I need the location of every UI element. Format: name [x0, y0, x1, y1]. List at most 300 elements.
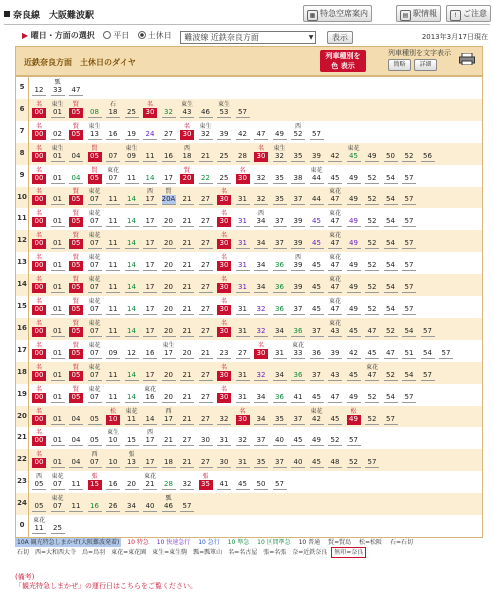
departure[interactable] — [32, 495, 46, 513]
departure[interactable] — [273, 364, 287, 382]
departure[interactable] — [32, 210, 46, 228]
departure[interactable] — [365, 276, 379, 294]
departure[interactable] — [310, 232, 324, 250]
departure[interactable] — [125, 473, 139, 491]
departure[interactable] — [180, 298, 194, 316]
departure[interactable] — [236, 101, 250, 119]
departure[interactable] — [365, 188, 379, 206]
departure[interactable] — [69, 386, 83, 404]
departure[interactable] — [291, 342, 305, 360]
color-display-toggle[interactable]: 列車種別を 色 表示 — [320, 50, 366, 72]
departure[interactable] — [162, 123, 176, 141]
departure[interactable] — [143, 429, 157, 447]
departure[interactable] — [51, 167, 65, 185]
departure[interactable] — [180, 429, 194, 447]
departure[interactable] — [125, 408, 139, 426]
detail-button[interactable]: 詳細 — [414, 59, 437, 71]
departure[interactable] — [106, 364, 120, 382]
departure[interactable] — [51, 123, 65, 141]
departure[interactable] — [291, 320, 305, 338]
departure[interactable] — [51, 188, 65, 206]
departure[interactable] — [310, 145, 324, 163]
departure[interactable] — [384, 167, 398, 185]
departure[interactable] — [310, 254, 324, 272]
departure[interactable] — [51, 210, 65, 228]
departure[interactable] — [273, 188, 287, 206]
departure[interactable] — [291, 408, 305, 426]
departure[interactable] — [217, 386, 231, 404]
departure[interactable] — [310, 342, 324, 360]
departure[interactable] — [217, 188, 231, 206]
departure[interactable] — [254, 451, 268, 469]
departure[interactable] — [254, 145, 268, 163]
departure[interactable] — [143, 188, 157, 206]
departure[interactable] — [384, 386, 398, 404]
departure[interactable] — [310, 408, 324, 426]
departure[interactable] — [273, 386, 287, 404]
departure[interactable] — [328, 451, 342, 469]
departure[interactable] — [254, 254, 268, 272]
departure[interactable] — [217, 451, 231, 469]
departure[interactable] — [217, 473, 231, 491]
departure[interactable] — [180, 232, 194, 250]
departure[interactable] — [69, 495, 83, 513]
departure[interactable] — [125, 386, 139, 404]
seat-availability-button[interactable]: ▦ 特急空席案内 — [303, 5, 372, 22]
departure[interactable] — [106, 101, 120, 119]
departure[interactable] — [217, 254, 231, 272]
departure[interactable] — [236, 386, 250, 404]
departure[interactable] — [162, 232, 176, 250]
departure[interactable] — [106, 320, 120, 338]
departure[interactable] — [32, 232, 46, 250]
departure[interactable] — [291, 298, 305, 316]
departure[interactable] — [69, 123, 83, 141]
departure[interactable] — [88, 364, 102, 382]
departure[interactable] — [106, 495, 120, 513]
departure[interactable] — [88, 232, 102, 250]
departure[interactable] — [180, 276, 194, 294]
departure[interactable] — [69, 254, 83, 272]
departure[interactable] — [365, 451, 379, 469]
departure[interactable] — [162, 429, 176, 447]
departure[interactable] — [32, 145, 46, 163]
departure[interactable] — [328, 276, 342, 294]
departure[interactable] — [162, 167, 176, 185]
departure[interactable] — [384, 276, 398, 294]
departure[interactable] — [32, 188, 46, 206]
departure[interactable] — [236, 320, 250, 338]
weekday-radio[interactable] — [103, 31, 111, 39]
departure[interactable] — [180, 473, 194, 491]
departure[interactable] — [88, 188, 102, 206]
departure[interactable] — [125, 145, 139, 163]
departure[interactable] — [51, 429, 65, 447]
departure[interactable] — [384, 188, 398, 206]
departure[interactable] — [365, 298, 379, 316]
departure[interactable] — [162, 451, 176, 469]
departure[interactable] — [217, 145, 231, 163]
departure[interactable] — [328, 364, 342, 382]
departure[interactable] — [310, 276, 324, 294]
departure[interactable] — [365, 232, 379, 250]
departure[interactable] — [51, 473, 65, 491]
departure[interactable] — [273, 276, 287, 294]
departure[interactable] — [236, 254, 250, 272]
departure[interactable] — [254, 386, 268, 404]
departure[interactable] — [51, 276, 65, 294]
departure[interactable] — [32, 298, 46, 316]
departure[interactable] — [402, 298, 416, 316]
departure[interactable] — [143, 386, 157, 404]
departure[interactable] — [310, 123, 324, 141]
departure[interactable] — [162, 320, 176, 338]
departure[interactable] — [273, 429, 287, 447]
departure[interactable] — [402, 188, 416, 206]
departure[interactable] — [384, 298, 398, 316]
departure[interactable] — [236, 210, 250, 228]
departure[interactable] — [291, 451, 305, 469]
departure[interactable] — [328, 232, 342, 250]
departure[interactable] — [347, 451, 361, 469]
departure[interactable] — [310, 429, 324, 447]
departure[interactable] — [143, 232, 157, 250]
departure[interactable] — [310, 386, 324, 404]
departure[interactable] — [347, 276, 361, 294]
departure[interactable] — [51, 408, 65, 426]
departure[interactable] — [310, 210, 324, 228]
departure[interactable] — [106, 210, 120, 228]
departure[interactable] — [143, 342, 157, 360]
departure[interactable] — [162, 298, 176, 316]
station-info-button[interactable]: ▤ 駅情報 — [396, 5, 441, 22]
departure[interactable] — [106, 342, 120, 360]
departure[interactable] — [421, 145, 435, 163]
departure[interactable] — [199, 167, 213, 185]
departure[interactable] — [180, 408, 194, 426]
departure[interactable] — [106, 232, 120, 250]
departure[interactable] — [180, 364, 194, 382]
departure[interactable] — [273, 167, 287, 185]
departure[interactable] — [402, 320, 416, 338]
departure[interactable] — [254, 123, 268, 141]
departure[interactable] — [106, 298, 120, 316]
departure[interactable] — [254, 167, 268, 185]
departure[interactable] — [254, 429, 268, 447]
holiday-radio[interactable] — [138, 31, 146, 39]
departure[interactable] — [143, 451, 157, 469]
departure[interactable] — [384, 342, 398, 360]
departure[interactable] — [328, 429, 342, 447]
departure[interactable] — [328, 320, 342, 338]
departure[interactable] — [328, 210, 342, 228]
short-button[interactable]: 簡略 — [388, 59, 411, 71]
departure[interactable] — [236, 342, 250, 360]
departure[interactable] — [125, 495, 139, 513]
departure[interactable] — [180, 342, 194, 360]
departure[interactable] — [402, 254, 416, 272]
departure[interactable] — [273, 210, 287, 228]
departure[interactable] — [273, 232, 287, 250]
departure[interactable] — [32, 473, 46, 491]
departure[interactable] — [51, 232, 65, 250]
departure[interactable] — [254, 188, 268, 206]
departure[interactable] — [254, 408, 268, 426]
departure[interactable] — [384, 408, 398, 426]
departure[interactable] — [69, 188, 83, 206]
departure[interactable] — [402, 210, 416, 228]
departure[interactable] — [199, 276, 213, 294]
departure[interactable] — [180, 101, 194, 119]
departure[interactable] — [384, 364, 398, 382]
departure[interactable] — [291, 123, 305, 141]
departure[interactable] — [32, 342, 46, 360]
departure[interactable] — [199, 320, 213, 338]
departure[interactable] — [88, 342, 102, 360]
departure[interactable] — [365, 167, 379, 185]
departure[interactable] — [125, 320, 139, 338]
departure[interactable] — [51, 254, 65, 272]
departure[interactable] — [421, 320, 435, 338]
departure[interactable] — [88, 254, 102, 272]
departure[interactable] — [69, 79, 83, 97]
departure[interactable] — [162, 145, 176, 163]
departure[interactable] — [273, 298, 287, 316]
departure[interactable] — [32, 386, 46, 404]
departure[interactable] — [273, 342, 287, 360]
departure[interactable] — [69, 210, 83, 228]
departure[interactable] — [143, 364, 157, 382]
departure[interactable] — [143, 123, 157, 141]
departure[interactable] — [236, 232, 250, 250]
departure[interactable] — [125, 123, 139, 141]
departure[interactable] — [88, 145, 102, 163]
departure[interactable] — [291, 386, 305, 404]
departure[interactable] — [51, 386, 65, 404]
departure[interactable] — [32, 408, 46, 426]
departure[interactable] — [199, 408, 213, 426]
departure[interactable] — [180, 145, 194, 163]
departure[interactable] — [69, 429, 83, 447]
caution-button[interactable]: ! ご注意 — [446, 5, 491, 22]
departure[interactable] — [88, 495, 102, 513]
departure[interactable] — [32, 101, 46, 119]
departure[interactable] — [310, 451, 324, 469]
departure[interactable] — [162, 276, 176, 294]
departure[interactable] — [217, 210, 231, 228]
departure[interactable] — [291, 429, 305, 447]
departure[interactable] — [217, 232, 231, 250]
departure[interactable] — [143, 408, 157, 426]
departure[interactable] — [143, 495, 157, 513]
departure[interactable] — [143, 298, 157, 316]
departure[interactable] — [236, 451, 250, 469]
departure[interactable] — [69, 145, 83, 163]
departure[interactable] — [199, 145, 213, 163]
departure[interactable] — [291, 276, 305, 294]
departure[interactable] — [69, 232, 83, 250]
departure[interactable] — [162, 254, 176, 272]
departure[interactable] — [347, 254, 361, 272]
departure[interactable] — [88, 210, 102, 228]
departure[interactable] — [51, 342, 65, 360]
departure[interactable] — [125, 254, 139, 272]
departure[interactable] — [199, 188, 213, 206]
departure[interactable] — [291, 364, 305, 382]
departure[interactable] — [106, 123, 120, 141]
departure[interactable] — [273, 473, 287, 491]
departure[interactable] — [106, 408, 120, 426]
departure[interactable] — [69, 101, 83, 119]
departure[interactable] — [236, 364, 250, 382]
departure[interactable] — [180, 495, 194, 513]
departure[interactable] — [125, 101, 139, 119]
printer-icon[interactable] — [459, 53, 475, 65]
departure[interactable] — [88, 276, 102, 294]
departure[interactable] — [162, 188, 176, 206]
departure[interactable] — [328, 145, 342, 163]
departure[interactable] — [106, 451, 120, 469]
departure[interactable] — [69, 276, 83, 294]
departure[interactable] — [125, 298, 139, 316]
departure[interactable] — [180, 386, 194, 404]
departure[interactable] — [88, 429, 102, 447]
departure[interactable] — [254, 298, 268, 316]
departure[interactable] — [69, 298, 83, 316]
departure[interactable] — [199, 232, 213, 250]
departure[interactable] — [236, 188, 250, 206]
departure[interactable] — [365, 254, 379, 272]
departure[interactable] — [347, 408, 361, 426]
departure[interactable] — [384, 145, 398, 163]
departure[interactable] — [51, 298, 65, 316]
departure[interactable] — [217, 342, 231, 360]
departure[interactable] — [69, 342, 83, 360]
departure[interactable] — [328, 408, 342, 426]
departure[interactable] — [180, 123, 194, 141]
departure[interactable] — [143, 254, 157, 272]
departure[interactable] — [384, 232, 398, 250]
departure[interactable] — [328, 342, 342, 360]
departure[interactable] — [51, 320, 65, 338]
departure[interactable] — [88, 386, 102, 404]
departure[interactable] — [273, 408, 287, 426]
departure[interactable] — [69, 364, 83, 382]
departure[interactable] — [162, 342, 176, 360]
departure[interactable] — [310, 298, 324, 316]
departure[interactable] — [217, 408, 231, 426]
departure[interactable] — [291, 167, 305, 185]
departure[interactable] — [328, 386, 342, 404]
departure[interactable] — [88, 101, 102, 119]
departure[interactable] — [162, 101, 176, 119]
departure[interactable] — [439, 342, 453, 360]
departure[interactable] — [273, 254, 287, 272]
departure[interactable] — [143, 276, 157, 294]
departure[interactable] — [125, 342, 139, 360]
departure[interactable] — [32, 429, 46, 447]
departure[interactable] — [402, 276, 416, 294]
departure[interactable] — [143, 101, 157, 119]
departure[interactable] — [384, 254, 398, 272]
departure[interactable] — [106, 254, 120, 272]
departure[interactable] — [254, 210, 268, 228]
display-button[interactable]: 表示 — [327, 31, 353, 44]
departure[interactable] — [217, 101, 231, 119]
departure[interactable] — [88, 473, 102, 491]
departure[interactable] — [421, 342, 435, 360]
departure[interactable] — [106, 473, 120, 491]
departure[interactable] — [69, 167, 83, 185]
departure[interactable] — [421, 364, 435, 382]
departure[interactable] — [51, 451, 65, 469]
departure[interactable] — [51, 517, 65, 535]
departure[interactable] — [236, 276, 250, 294]
departure[interactable] — [291, 145, 305, 163]
departure[interactable] — [125, 364, 139, 382]
departure[interactable] — [402, 167, 416, 185]
departure[interactable] — [180, 451, 194, 469]
departure[interactable] — [88, 123, 102, 141]
departure[interactable] — [273, 320, 287, 338]
departure[interactable] — [347, 342, 361, 360]
departure[interactable] — [143, 473, 157, 491]
departure[interactable] — [199, 210, 213, 228]
departure[interactable] — [88, 451, 102, 469]
departure[interactable] — [236, 123, 250, 141]
departure[interactable] — [143, 145, 157, 163]
departure[interactable] — [51, 145, 65, 163]
departure[interactable] — [347, 145, 361, 163]
departure[interactable] — [402, 342, 416, 360]
departure[interactable] — [365, 364, 379, 382]
departure[interactable] — [143, 320, 157, 338]
departure[interactable] — [236, 473, 250, 491]
departure[interactable] — [69, 408, 83, 426]
departure[interactable] — [162, 473, 176, 491]
departure[interactable] — [236, 408, 250, 426]
departure[interactable] — [88, 320, 102, 338]
departure[interactable] — [69, 320, 83, 338]
direction-select[interactable]: 難波線 近鉄奈良方面 ▼ — [180, 31, 316, 44]
departure[interactable] — [125, 167, 139, 185]
departure[interactable] — [347, 320, 361, 338]
departure[interactable] — [365, 210, 379, 228]
departure[interactable] — [143, 210, 157, 228]
departure[interactable] — [199, 451, 213, 469]
departure[interactable] — [254, 364, 268, 382]
departure[interactable] — [162, 495, 176, 513]
departure[interactable] — [106, 167, 120, 185]
departure[interactable] — [125, 188, 139, 206]
departure[interactable] — [347, 429, 361, 447]
departure[interactable] — [365, 145, 379, 163]
departure[interactable] — [199, 473, 213, 491]
departure[interactable] — [328, 254, 342, 272]
departure[interactable] — [106, 276, 120, 294]
departure[interactable] — [199, 429, 213, 447]
departure[interactable] — [328, 298, 342, 316]
departure[interactable] — [180, 188, 194, 206]
departure[interactable] — [125, 210, 139, 228]
departure[interactable] — [310, 167, 324, 185]
departure[interactable] — [199, 101, 213, 119]
departure[interactable] — [236, 429, 250, 447]
departure[interactable] — [217, 276, 231, 294]
departure[interactable] — [106, 386, 120, 404]
departure[interactable] — [199, 123, 213, 141]
departure[interactable] — [273, 123, 287, 141]
